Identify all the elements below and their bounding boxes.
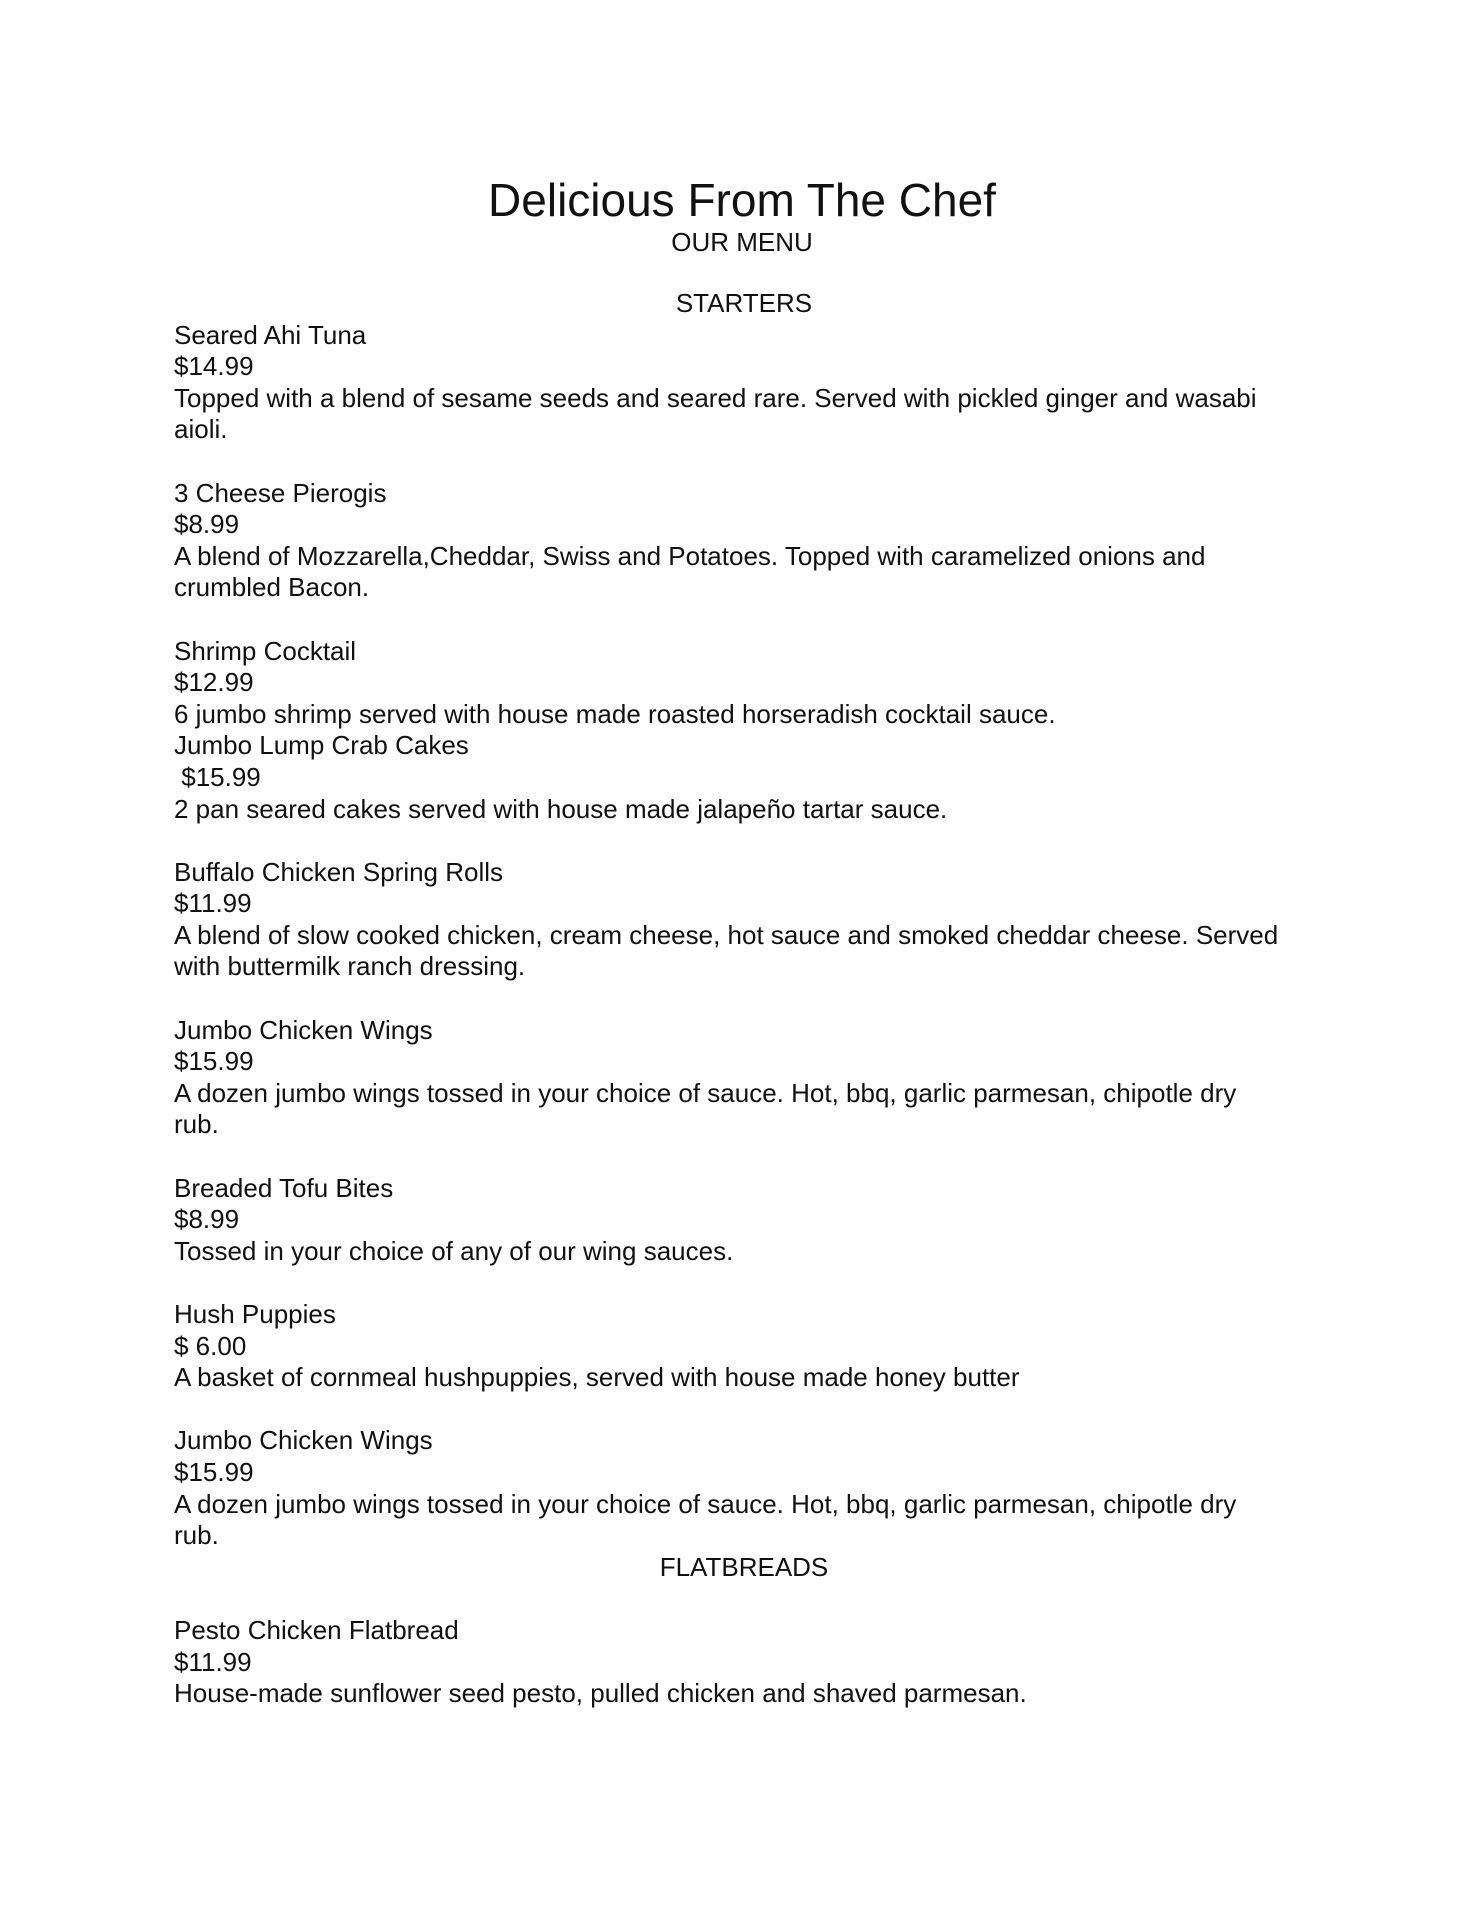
spacer [174, 1141, 1314, 1173]
item-name: Buffalo Chicken Spring Rolls [174, 856, 504, 887]
item-price: $15.99 [174, 761, 261, 792]
item-name: Breaded Tofu Bites [174, 1172, 394, 1203]
item-description: A dozen jumbo wings tossed in your choice of sauce. Hot, bbq, garlic parmesan, chipotle dry [174, 1077, 1237, 1108]
item-description: A blend of slow cooked chicken, cream cheese, hot sauce and smoked cheddar cheese. Served [174, 919, 1279, 950]
item-name: Jumbo Chicken Wings [174, 1014, 433, 1045]
menu-item [174, 1425, 1314, 1551]
menu-title: Delicious From The Chef [488, 174, 996, 226]
item-price: $11.99 [174, 1646, 252, 1677]
section-heading-flatbreads: FLATBREADS [659, 1551, 829, 1582]
spacer [174, 825, 1314, 857]
item-name: Hush Puppies [174, 1299, 336, 1329]
item-description-continued: aioli. [174, 414, 228, 445]
item-price: $11.99 [174, 888, 252, 919]
menu-item [174, 730, 1314, 825]
item-price: $8.99 [174, 509, 240, 540]
menu-item [174, 478, 1314, 604]
item-description-continued: with buttermilk ranch dressing. [174, 951, 526, 982]
item-description: A dozen jumbo wings tossed in your choice of sauce. Hot, bbq, garlic parmesan, chipotle dry [174, 1488, 1237, 1519]
item-description: A basket of cornmeal hushpuppies, served with house made honey butter [174, 1362, 1020, 1393]
item-price: $12.99 [174, 667, 254, 698]
item-name: Pesto Chicken Flatbread [174, 1614, 459, 1645]
item-price: $ 6.00 [174, 1330, 247, 1361]
item-description: A blend of Mozzarella,Cheddar, Swiss and Potatoes. Topped with caramelized onions and [174, 540, 1206, 571]
menu-item [174, 636, 1314, 731]
menu-item [174, 1615, 1314, 1710]
item-price: $14.99 [174, 351, 254, 382]
item-price: $15.99 [174, 1456, 254, 1487]
item-description: Topped with a blend of sesame seeds and seared rare. Served with pickled ginger and wasabi [174, 382, 1257, 413]
item-description: 6 jumbo shrimp served with house made roasted horseradish cocktail sauce. [174, 698, 1056, 729]
item-description: House-made sunflower seed pesto, pulled chicken and shaved parmesan. [174, 1678, 1027, 1709]
item-description-continued: rub. [174, 1109, 219, 1140]
spacer [174, 604, 1314, 636]
menu-item [174, 320, 1314, 446]
spacer [174, 446, 1314, 478]
item-name: Jumbo Lump Crab Cakes [174, 730, 469, 761]
item-name: Jumbo Chicken Wings [174, 1425, 433, 1456]
spacer [174, 983, 1314, 1015]
item-price: $8.99 [174, 1204, 240, 1235]
item-name: Seared Ahi Tuna [174, 319, 367, 350]
item-description-continued: crumbled Bacon. [174, 572, 370, 603]
item-name: 3 Cheese Pierogis [174, 477, 387, 508]
menu-item [174, 1299, 1314, 1394]
spacer [174, 1267, 1314, 1299]
spacer [174, 1583, 1314, 1615]
item-price: $15.99 [174, 1046, 254, 1077]
section-heading-starters: STARTERS [675, 288, 813, 318]
menu-item [174, 857, 1314, 983]
menu-subtitle: OUR MENU [671, 227, 813, 257]
menu-content [174, 288, 1314, 1710]
item-description: Tossed in your choice of any of our wing sauces. [174, 1235, 734, 1266]
item-description: 2 pan seared cakes served with house made jalapeño tartar sauce. [174, 793, 948, 824]
menu-item [174, 1173, 1314, 1268]
item-name: Shrimp Cocktail [174, 635, 357, 666]
spacer [174, 1394, 1314, 1426]
menu-item [174, 1015, 1314, 1141]
item-description-continued: rub. [174, 1520, 219, 1551]
